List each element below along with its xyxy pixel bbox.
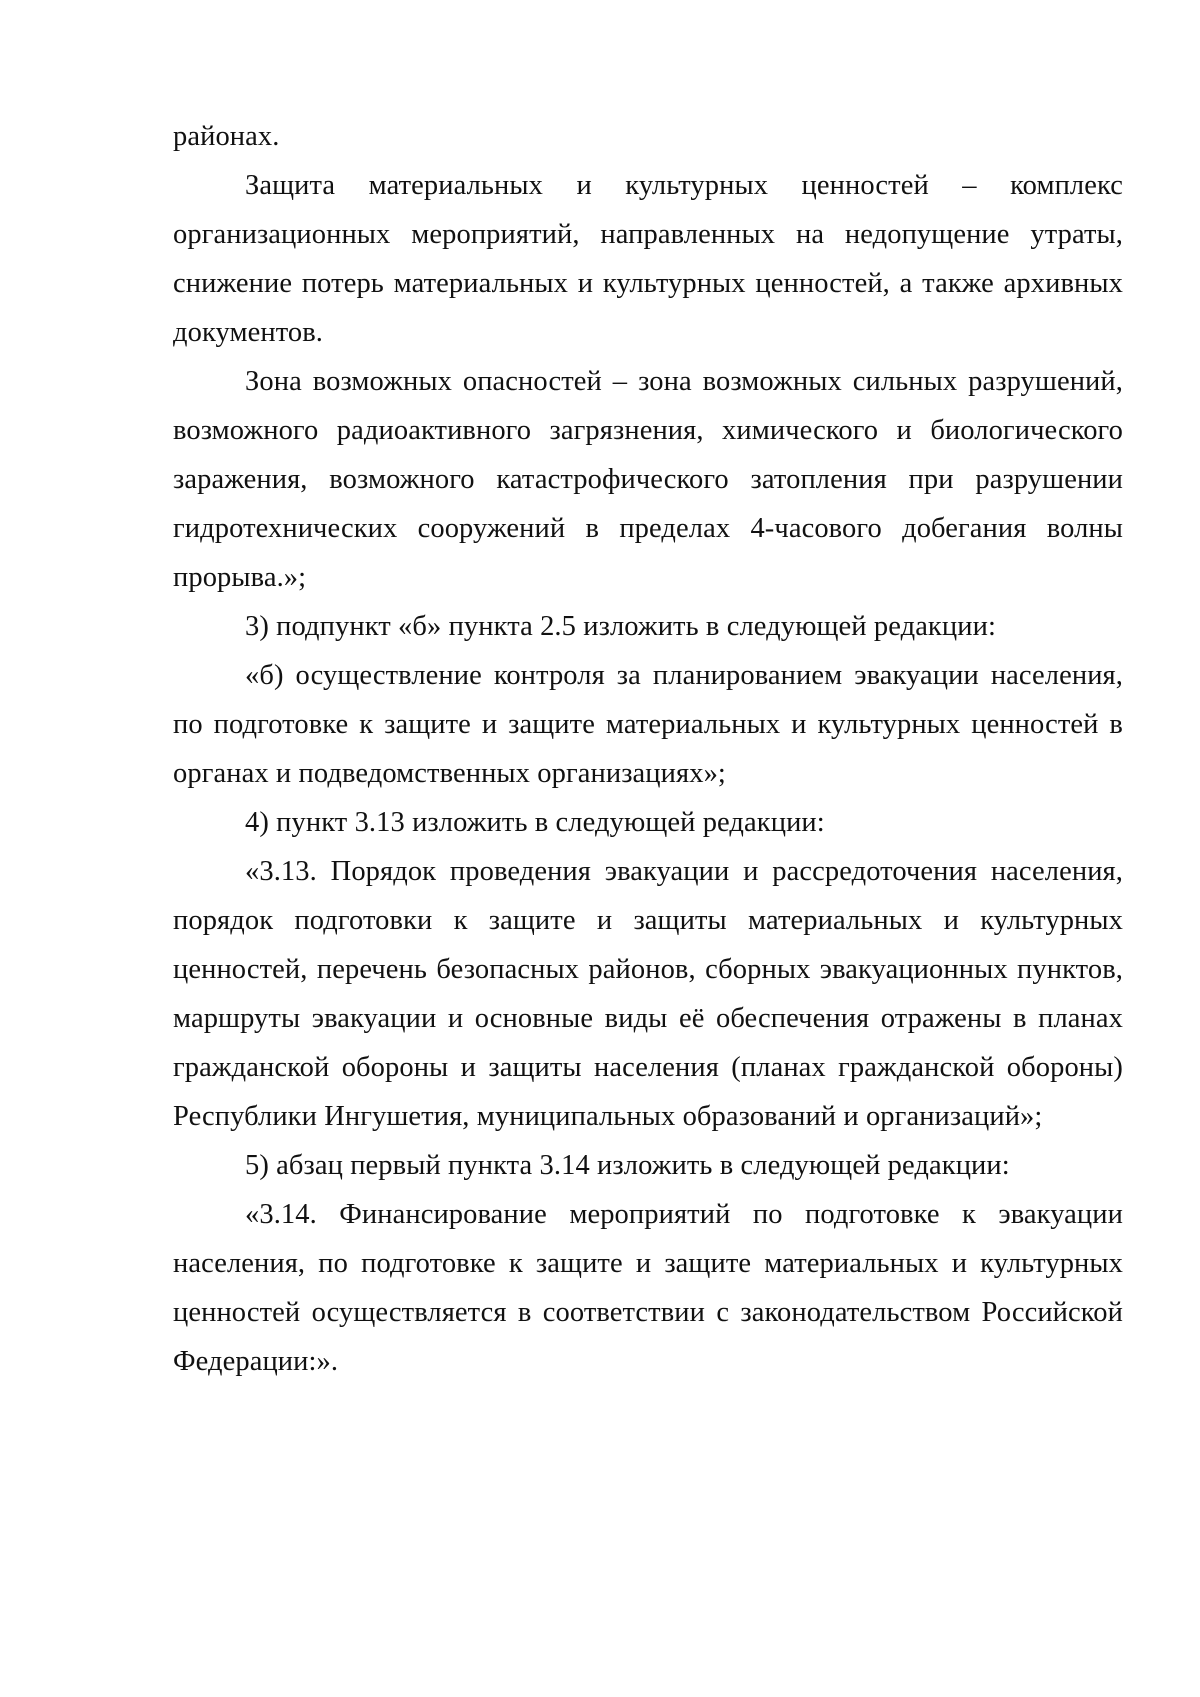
paragraph-amendment-3-text: «б) осуществление контроля за планированием эвакуации населения, по подготовке к защите и защите материальных и культурных ценностей в органах и подведомственных организациях»;: [173, 660, 1123, 789]
paragraph-amendment-4-text: «3.13. Порядок проведения эвакуации и рассредоточения населения, порядок подготовки к защите и защиты материальных и культурных ценностей, перечень безопасных районов, сборных эвакуационных пунктов, маршруты эвакуации и основные виды её обеспечения отражены в планах гражданской обороны и защиты населения (планах гражданской обороны) Республики Ингушетия, муниципальных образований и организаций»;: [173, 856, 1123, 1132]
paragraph-continuation: районах.: [173, 121, 280, 152]
paragraph-amendment-5-text: «3.14. Финансирование мероприятий по подготовке к эвакуации населения, по подготовке к защите и защите материальных и культурных ценностей осуществляется в соответствии с законодательством Российской Федерации:».: [173, 1199, 1123, 1377]
paragraph-amendment-3: 3) подпункт «б» пункта 2.5 изложить в следующей редакции:: [245, 611, 996, 642]
paragraph-definition-protection: Защита материальных и культурных ценностей – комплекс организационных мероприятий, направленных на недопущение утраты, снижение потерь материальных и культурных ценностей, а также архивных документов.: [173, 170, 1123, 348]
paragraph-definition-danger-zone: Зона возможных опасностей – зона возможных сильных разрушений, возможного радиоактивного загрязнения, химического и биологического заражения, возможного катастрофического затопления при разрушении гидротехнических сооружений в пределах 4-часового добегания волны прорыва.»;: [173, 366, 1123, 593]
document-body: [173, 112, 1123, 1386]
paragraph-amendment-4: 4) пункт 3.13 изложить в следующей редакции:: [245, 807, 825, 838]
paragraph-amendment-5: 5) абзац первый пункта 3.14 изложить в следующей редакции:: [245, 1150, 1010, 1181]
